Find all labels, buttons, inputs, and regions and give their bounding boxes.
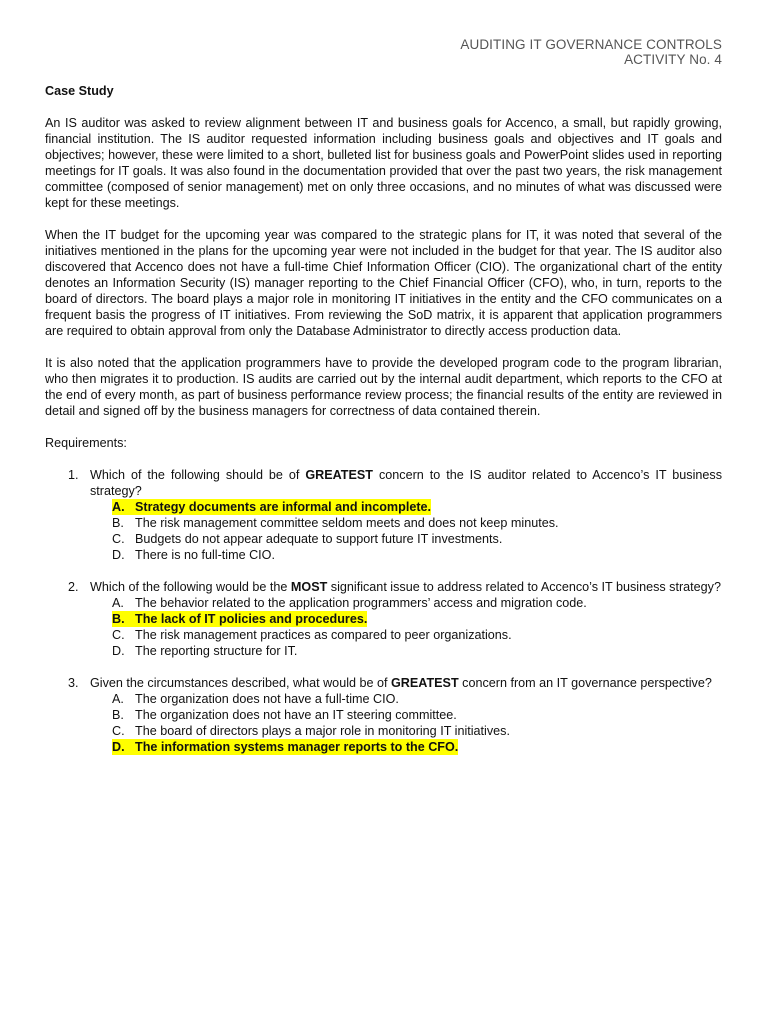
question-text-before: Which of the following should be of <box>90 468 306 482</box>
answer-choice <box>112 515 722 531</box>
choice-letter: C. <box>112 628 125 642</box>
answer-choice <box>112 595 722 611</box>
question-text-after: concern to the IS auditor related to Accenco’s IT business strategy? <box>90 468 722 498</box>
choice-text: The organization does not have an IT steering committee. <box>135 708 457 722</box>
question-text-before: Which of the following would be the <box>90 580 291 594</box>
document-header <box>460 38 722 67</box>
answer-choice-highlighted <box>112 739 722 755</box>
question-item <box>45 579 722 659</box>
question-emphasis: GREATEST <box>391 676 459 690</box>
answer-choice <box>112 707 722 723</box>
question-text-before: Given the circumstances described, what would be of <box>90 676 392 690</box>
answer-choice <box>112 643 722 659</box>
question-emphasis: MOST <box>290 580 328 594</box>
case-paragraph-3: It is also noted that the application programmers have to provide the developed program code to the program librarian, who then migrates it to production. IS audits are carried out by the internal audit department, which reports to the CFO at the end of every month, as part of business performance review process; the financial results of the entity are reviewed in detail and signed off by the business managers for correctness of data contained therein. <box>45 356 722 418</box>
question-text-after: significant issue to address related to Accenco’s IT business strategy? <box>327 580 721 594</box>
choice-letter: D. <box>112 548 125 562</box>
answer-choice <box>112 531 722 547</box>
answer-choice <box>112 627 722 643</box>
question-list <box>45 467 722 755</box>
header-course-title: AUDITING IT GOVERNANCE CONTROLS <box>460 37 722 52</box>
answer-choice-highlighted <box>112 611 722 627</box>
answer-choice <box>112 547 722 563</box>
choice-text: The information systems manager reports to the CFO. <box>135 740 459 754</box>
choice-text: Budgets do not appear adequate to support future IT investments. <box>135 532 503 546</box>
header-activity-number: ACTIVITY No. 4 <box>624 51 722 67</box>
choice-text: The lack of IT policies and procedures. <box>135 612 368 626</box>
choice-letter: A. <box>112 596 124 610</box>
choice-letter: B. <box>112 516 124 530</box>
answer-choice <box>112 691 722 707</box>
choice-letter: C. <box>112 724 125 738</box>
choice-text: The board of directors plays a major role in monitoring IT initiatives. <box>135 724 510 738</box>
case-paragraph-2: When the IT budget for the upcoming year was compared to the strategic plans for IT, it was noted that several of the initiatives mentioned in the plans for the upcoming year were not included in the budget for that year. The IS auditor also discovered that Accenco does not have a full-time Chief Information Officer (CIO). The organizational chart of the entity denotes an Information Security (IS) manager reporting to the Chief Financial Officer (CFO), who, in turn, reports to the board of directors. The board plays a major role in monitoring IT initiatives in the entity and the CFO communicates on a frequent basis the progress of IT initiatives. From reviewing the SoD matrix, it is apparent that application programmers are required to obtain approval from only the Database Administrator to directly access production data. <box>45 228 722 338</box>
choice-letter: D. <box>112 740 125 754</box>
answer-choice <box>112 723 722 739</box>
choice-text: Strategy documents are informal and incomplete. <box>135 500 432 514</box>
answer-choices <box>112 691 722 755</box>
case-study-title: Case Study <box>45 84 114 98</box>
choice-letter: D. <box>112 644 125 658</box>
choice-text: The organization does not have a full-time CIO. <box>135 692 399 706</box>
case-paragraph-1: An IS auditor was asked to review alignment between IT and business goals for Accenco, a small, but rapidly growing, financial institution. The IS auditor requested information including business goals and objectives and IT goals and objectives; however, these were limited to a short, bulleted list for business goals and PowerPoint slides used in reporting meetings for IT goals. It was also found in the documentation provided that over the past two years, the risk management committee (composed of senior management) met on only three occasions, and no minutes of what was discussed were kept for these meetings. <box>45 116 722 210</box>
question-item <box>45 675 722 755</box>
choice-letter: B. <box>112 612 125 626</box>
question-body <box>90 675 722 755</box>
choice-text: There is no full-time CIO. <box>135 548 275 562</box>
choice-letter: A. <box>112 692 124 706</box>
choice-text: The behavior related to the application programmers’ access and migration code. <box>135 596 587 610</box>
question-emphasis: GREATEST <box>305 468 373 482</box>
question-number: 1. <box>68 468 79 482</box>
choice-letter: C. <box>112 532 125 546</box>
question-text <box>90 675 722 691</box>
choice-letter: A. <box>112 500 125 514</box>
answer-choice-highlighted <box>112 499 722 515</box>
choice-text: The risk management committee seldom meets and does not keep minutes. <box>135 516 559 530</box>
question-text <box>90 579 722 595</box>
answer-choices <box>112 595 722 659</box>
question-text <box>90 467 722 499</box>
question-body <box>90 579 722 659</box>
answer-choices <box>112 499 722 563</box>
choice-text: The risk management practices as compared to peer organizations. <box>135 628 512 642</box>
choice-text: The reporting structure for IT. <box>135 644 298 658</box>
document-body <box>45 83 722 771</box>
question-number: 2. <box>68 580 79 594</box>
question-number: 3. <box>68 676 79 690</box>
choice-letter: B. <box>112 708 124 722</box>
question-item <box>45 467 722 563</box>
question-body <box>90 467 722 563</box>
question-text-after: concern from an IT governance perspective? <box>458 676 712 690</box>
requirements-label: Requirements: <box>45 436 127 450</box>
